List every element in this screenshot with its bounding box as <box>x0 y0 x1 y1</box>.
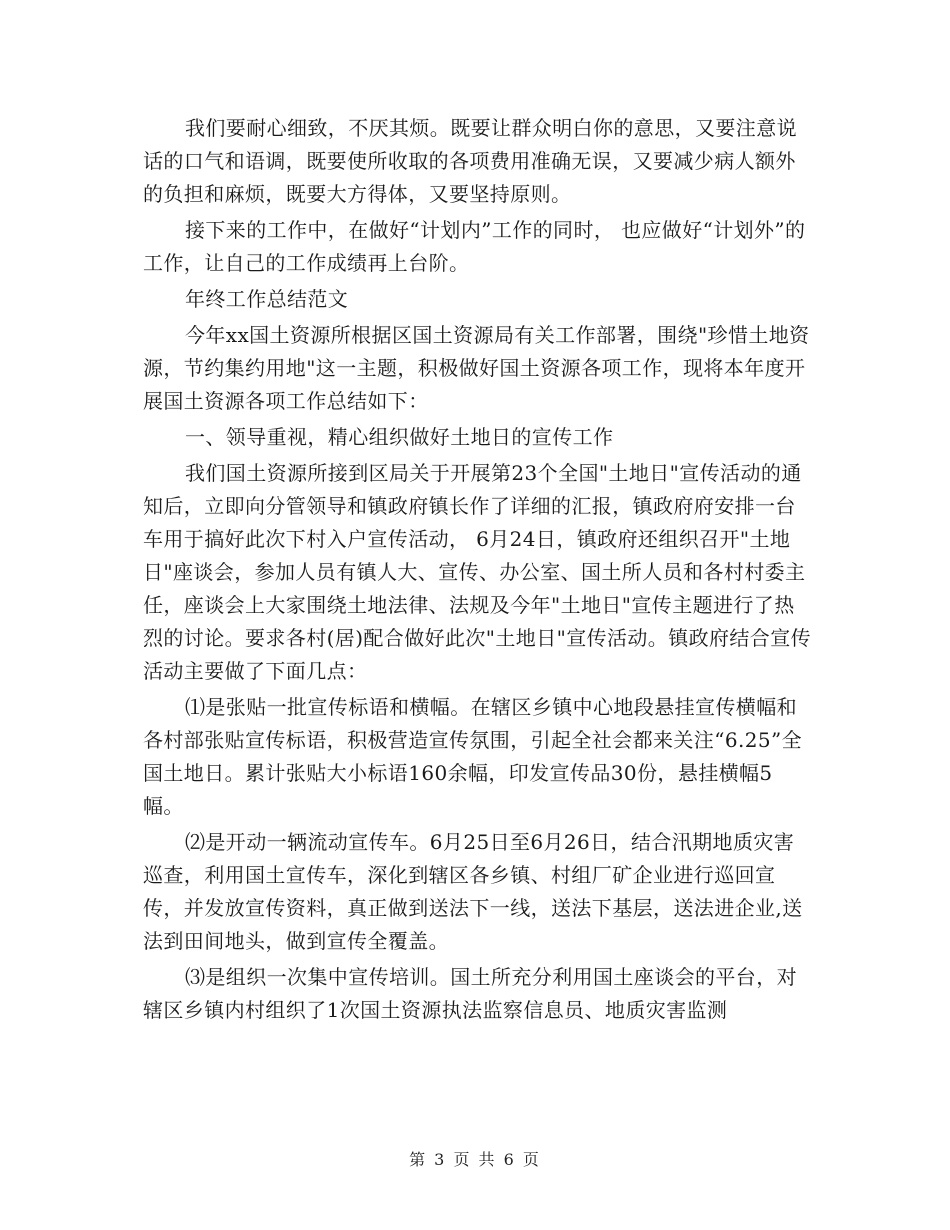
paragraph-point-1: ⑴是张贴一批宣传标语和横幅。在辖区乡镇中心地段悬挂宣传横幅和各村部张贴宣传标语，积极营造宣传氛围，引起全社会都来关注“6.25”全国土地日。累计张贴大小标语160余幅，印发宣传品30份，悬挂横幅5幅。 <box>143 695 802 818</box>
paragraph-patience: 我们要耐心细致，不厌其烦。既要让群众明白你的意思，又要注意说话的口气和语调，既要使所收取的各项费用准确无误，又要减少病人额外的负担和麻烦，既要大方得体，又要坚持原则。 <box>143 116 797 206</box>
section-title: 年终工作总结范文 <box>185 287 349 311</box>
paragraph-intro: 今年xx国土资源所根据区国土资源局有关工作部署，围绕"珍惜土地资源，节约集约用地"这一主题，积极做好国土资源各项工作，现将本年度开展国土资源各项工作总结如下： <box>143 323 810 413</box>
paragraph-point-2: ⑵是开动一辆流动宣传车。6月25日至6月26日，结合汛期地质灾害巡查，利用国土宣传车，深化到辖区各乡镇、村组厂矿企业进行巡回宣传，并发放宣传资料，真正做到送法下一线，送法下基层，送法进企业,送法到田间地头，做到宣传全覆盖。 <box>143 830 803 953</box>
paragraph-next-work: 接下来的工作中，在做好“计划内”工作的同时， 也应做好“计划外”的工作，让自己的工作成绩再上台阶。 <box>143 218 806 275</box>
heading-land-day: 一、领导重视，精心组织做好土地日的宣传工作 <box>185 425 614 449</box>
paragraph-land-day-notice: 我们国土资源所接到区局关于开展第23个全国"土地日"宣传活动的通知后，立即向分管领导和镇政府镇长作了详细的汇报，镇政府府安排一台车用于搞好此次下村入户宣传活动， 6月24日，镇政府还组织召开"土地日"座谈会，参加人员有镇人大、宣传、办公室、国土所人员和各村村委主任，座谈会上大家围绕土地法律、法规及今年"土地日"宣传主题进行了热烈的讨论。要求各村(居)配合做好此次"土地日"宣传活动。镇政府结合宣传活动主要做了下面几点： <box>143 461 812 683</box>
document-body <box>143 112 811 1030</box>
paragraph-point-3: ⑶是组织一次集中宣传培训。国土所充分利用国土座谈会的平台，对辖区乡镇内村组织了1次国土资源执法监察信息员、地质灾害监测 <box>143 965 797 1022</box>
page-number-footer: 第 3 页 共 6 页 <box>409 1150 541 1169</box>
